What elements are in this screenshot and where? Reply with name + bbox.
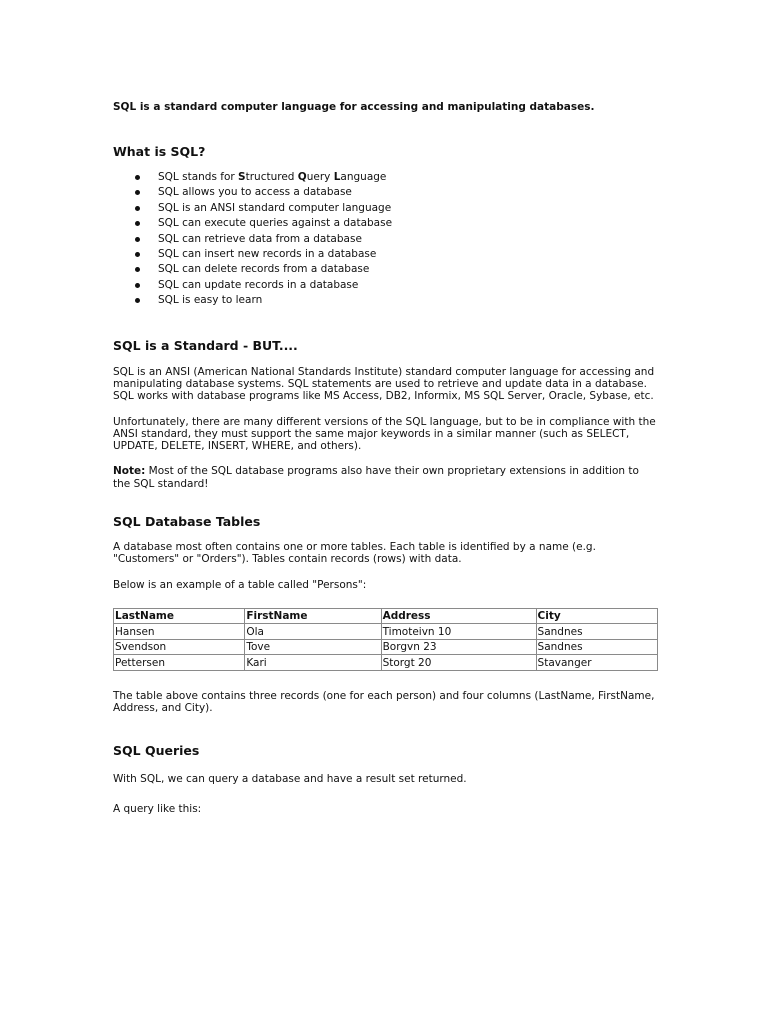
persons-table <box>113 608 658 671</box>
table-cell: Hansen <box>114 624 245 640</box>
table-cell: Pettersen <box>114 655 245 671</box>
table-header-row <box>114 608 658 624</box>
tables-paragraph-2: Below is an example of a table called "Persons": <box>113 578 367 591</box>
table-cell: Svendson <box>114 639 245 655</box>
heading-what-is-sql: What is SQL? <box>113 144 206 159</box>
table-cell: Ola <box>245 624 381 640</box>
column-header: Address <box>381 608 536 624</box>
table-cell: Sandnes <box>536 639 657 655</box>
list-item: SQL stands for Structured Query Language <box>113 170 658 185</box>
table-cell: Timoteivn 10 <box>381 624 536 640</box>
queries-paragraph-2: A query like this: <box>113 802 202 815</box>
column-header: City <box>536 608 657 624</box>
what-is-sql-list <box>113 170 658 309</box>
list-item: SQL can execute queries against a database <box>113 216 658 231</box>
table-cell: Borgvn 23 <box>381 639 536 655</box>
table-cell: Storgt 20 <box>381 655 536 671</box>
tables-paragraph-3: The table above contains three records (one for each person) and four columns (LastName, FirstName, Address, and City). <box>113 689 655 715</box>
table-cell: Stavanger <box>536 655 657 671</box>
standard-paragraph-2: Unfortunately, there are many different versions of the SQL language, but to be in compliance with the ANSI standard, they must support the same major keywords in a similar manner (such as SELECT, UPDATE, DELETE, INSERT, WHERE, and others). <box>113 415 656 453</box>
heading-sql-standard: SQL is a Standard - BUT.... <box>113 337 298 353</box>
heading-database-tables: SQL Database Tables <box>113 514 261 530</box>
column-header: LastName <box>114 608 245 624</box>
heading-sql-queries: SQL Queries <box>113 742 200 758</box>
table-cell: Sandnes <box>536 624 657 640</box>
queries-paragraph-1: With SQL, we can query a database and have a result set returned. <box>113 772 467 785</box>
note-text: Most of the SQL database programs also have their own proprietary extensions in addition to the SQL standard! <box>113 465 639 490</box>
intro-text: SQL is a standard computer language for accessing and manipulating databases. <box>113 101 595 113</box>
table-row <box>114 639 658 655</box>
document-page <box>113 99 658 815</box>
tables-paragraph-1: A database most often contains one or more tables. Each table is identified by a name (e.g. "Customers" or "Orders"). Tables contain records (rows) with data. <box>113 541 596 566</box>
list-item: SQL is an ANSI standard computer language <box>113 201 658 216</box>
list-item: SQL can retrieve data from a database <box>113 232 658 247</box>
list-item: SQL can update records in a database <box>113 278 658 293</box>
table-cell: Kari <box>245 655 381 671</box>
table-row <box>114 655 658 671</box>
column-header: FirstName <box>245 608 381 624</box>
note-label: Note: <box>113 465 146 478</box>
standard-paragraph-1: SQL is an ANSI (American National Standards Institute) standard computer language for accessing and manipulating database systems. SQL statements are used to retrieve and update data in a database. SQL works with database programs like MS Access, DB2, Informix, MS SQL Server, Oracle, Sybase, etc. <box>113 365 655 403</box>
list-item: SQL is easy to learn <box>113 293 658 308</box>
note-paragraph <box>113 465 658 490</box>
list-item: SQL can insert new records in a database <box>113 247 658 262</box>
table-cell: Tove <box>245 639 381 655</box>
list-item: SQL can delete records from a database <box>113 262 658 277</box>
table-row <box>114 624 658 640</box>
list-item: SQL allows you to access a database <box>113 185 658 200</box>
